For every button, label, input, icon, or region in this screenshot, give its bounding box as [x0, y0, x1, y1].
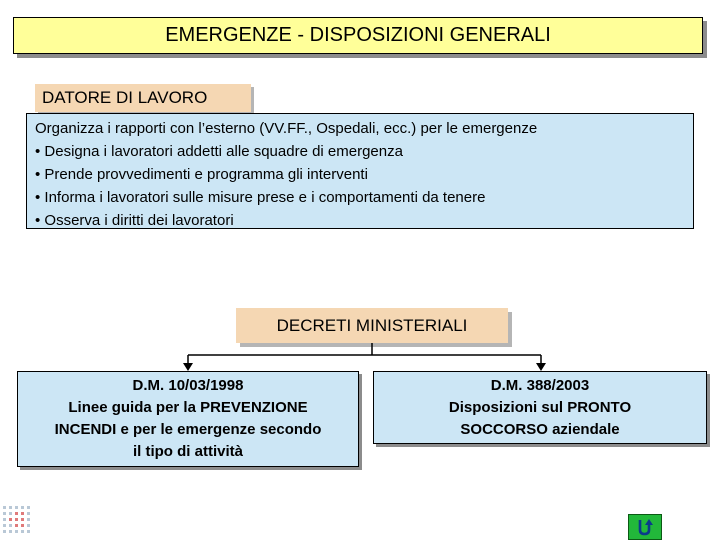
duty-line: • Prende provvedimenti e programma gli interventi	[35, 166, 368, 183]
duty-line: • Informa i lavoratori sulle misure prese e i comportamenti da tenere	[35, 189, 486, 206]
u-turn-arrow-icon	[634, 517, 656, 537]
dot-grid-logo-icon	[0, 502, 36, 540]
dm1-line: Linee guida per la PREVENZIONE	[68, 399, 308, 416]
dm2-line: Disposizioni sul PRONTO	[448, 399, 632, 416]
datore-heading-text: DATORE DI LAVORO	[42, 88, 208, 107]
dm2-line: SOCCORSO aziendale	[460, 421, 620, 438]
dm1-line: il tipo di attività	[132, 443, 243, 460]
slide-title-text: EMERGENZE - DISPOSIZIONI GENERALI	[165, 24, 551, 46]
dm2-line: D.M. 388/2003	[490, 377, 590, 394]
dm-2003-box	[373, 371, 707, 444]
decreti-heading-text: DECRETI MINISTERIALI	[276, 315, 468, 335]
duty-line: • Designa i lavoratori addetti alle squadre di emergenza	[35, 143, 403, 160]
duty-line: Organizza i rapporti con l’esterno (VV.FF., Ospedali, ecc.) per le emergenze	[35, 120, 538, 137]
dm1-line: D.M. 10/03/1998	[132, 377, 244, 394]
dm1-line: INCENDI e per le emergenze secondo	[54, 421, 322, 438]
back-button[interactable]	[628, 514, 662, 540]
dm-1998-box	[17, 371, 359, 467]
duty-line: • Osserva i diritti dei lavoratori	[35, 212, 234, 229]
